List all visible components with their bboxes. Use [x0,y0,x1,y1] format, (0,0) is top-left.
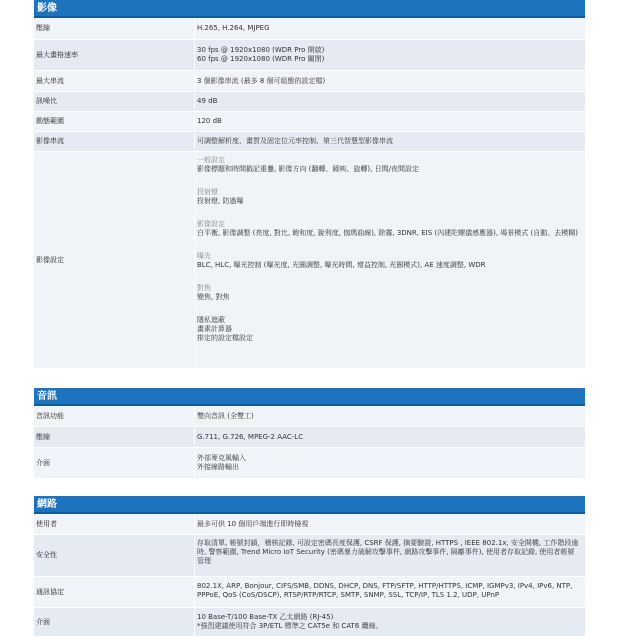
row-value [195,448,585,478]
table-row [34,608,585,637]
row-label: 影像串流 [34,132,195,151]
row-value [195,132,585,151]
row-label: 音訊功能 [34,406,195,426]
row-label: 介面 [34,608,195,636]
table-row [34,40,585,71]
value-text: 3 個影像串流 (最多 8 個可組態的設定檔) [197,76,326,85]
value-text: 存取清單, 帳號封鎖，稽核記錄, 可設定密碼長度保護, CSRF 保護, 摘要驗證, HTTPS , IEEE 802.1x, 安全開機, 工作階段逾時, 警察範圍, Trend Micro IoT Security (密碼暴力破解攻擊事件, 網路攻擊事件, 隔離事件), 使用者存取記錄, 使用者帳號管理 [197,539,579,565]
table-row [34,71,585,92]
row-value [195,608,585,636]
value-text: *強烈建議使用符合 3P/ETL 標準之 CAT5e 和 CAT6 纜線。 [197,622,383,630]
value-text: 外接線路輸出 [197,463,239,471]
table-row [34,514,585,535]
settings-group-general [197,156,581,174]
value-text: 10 Base-T/100 Base-TX 乙太網路 (RJ-45) [197,613,334,621]
row-label: 安全性 [34,535,195,576]
row-value [195,427,585,447]
row-label: 介面 [34,448,195,478]
row-label: 影像設定 [34,152,195,368]
group-heading: 一般設定 [197,156,225,164]
group-body: BLC, HLC, 曝光控制 (曝光度, 光圈調整, 曝光時間, 增益控制, 光圈模式), AE 速度調整, WDR [197,261,486,269]
table-row [34,92,585,112]
value-text: 可調整解析度、畫質及固定位元率控制、第三代智慧型影像串流 [197,137,393,145]
video-table [34,18,585,369]
value-text: 802.1X, ARP, Bonjour, CIFS/SMB, DDNS, DHCP, DNS, FTP/SFTP, HTTP/HTTPS, ICMP, IGMPv3, IPv4, IPv6, NTP, PPPoE, QoS (CoS/DSCP), RTSP/RTP/RTCP, SMTP, SNMP, SSL, TCP/IP, TLS 1.2, UDP, UPnP [197,582,573,599]
group-body: 排定的設定檔設定 [197,334,253,342]
audio-section-header: 音訊 [34,388,585,406]
network-table [34,514,585,637]
group-heading: 影像設定 [197,220,225,228]
group-heading: 投射燈 [197,188,218,196]
value-text: 30 fps @ 1920x1080 (WDR Pro 開啟) [197,46,325,54]
table-row [34,132,585,152]
value-text: 49 dB [197,97,218,105]
row-label: 最大畫格速率 [34,40,195,70]
settings-group-focus [197,284,581,302]
row-value [195,18,585,39]
table-row [34,112,585,132]
row-label: 動態範圍 [34,112,195,131]
audio-table [34,406,585,479]
video-section-header: 影像 [34,0,585,18]
group-body: 白平衡, 影像調整 (亮度, 對比, 飽和度, 銳利度, 伽瑪曲線), 除霧, 3DNR, EIS (內建陀螺儀感應器), 場景模式 (自動、去模糊) [197,229,578,237]
row-value [195,152,585,368]
row-label: 訊噪比 [34,92,195,111]
row-value [195,112,585,131]
table-row [34,152,585,369]
section-gap [34,369,585,388]
row-value [195,71,585,91]
row-value [195,577,585,607]
value-text: 120 dB [197,117,222,125]
settings-group-exposure [197,252,581,270]
value-text: H.265, H.264, MJPEG [197,24,270,32]
group-body: 投射燈, 防過曝 [197,197,244,205]
settings-group-image [197,220,581,238]
row-label: 通訊協定 [34,577,195,607]
row-label: 使用者 [34,514,195,534]
row-label: 壓縮 [34,18,195,39]
group-body: 變焦, 對焦 [197,293,230,301]
group-body: 畫素計算器 [197,325,232,333]
group-heading: 曝光 [197,252,211,260]
row-label: 壓縮 [34,427,195,447]
row-label: 最大串流 [34,71,195,91]
table-row [34,448,585,479]
table-row [34,18,585,40]
table-row [34,535,585,577]
table-row [34,427,585,448]
value-text: G.711, G.726, MPEG-2 AAC-LC [197,432,304,441]
row-value [195,535,585,576]
group-body: 影像標題和時間戳記重疊, 影像方向 (翻轉、鏡映、旋轉), 日間/夜間設定 [197,165,419,173]
value-text: 雙向音訊 (全雙工) [197,411,254,420]
row-value [195,40,585,70]
settings-group-projector [197,188,581,206]
section-gap [34,479,585,496]
value-text: 60 fps @ 1920x1080 (WDR Pro 關閉) [197,55,325,63]
spec-sheet [34,0,585,637]
settings-group-extra [197,316,581,343]
network-section-header: 網路 [34,496,585,514]
value-text: 最多可供 10 個用戶端進行即時檢視 [197,519,309,528]
value-text: 外部麥克風輸入 [197,454,246,462]
row-value [195,406,585,426]
table-row [34,577,585,608]
group-heading: 對焦 [197,284,211,292]
table-row [34,406,585,427]
group-body: 隱私遮蔽 [197,316,225,324]
row-value [195,92,585,111]
row-value [195,514,585,534]
